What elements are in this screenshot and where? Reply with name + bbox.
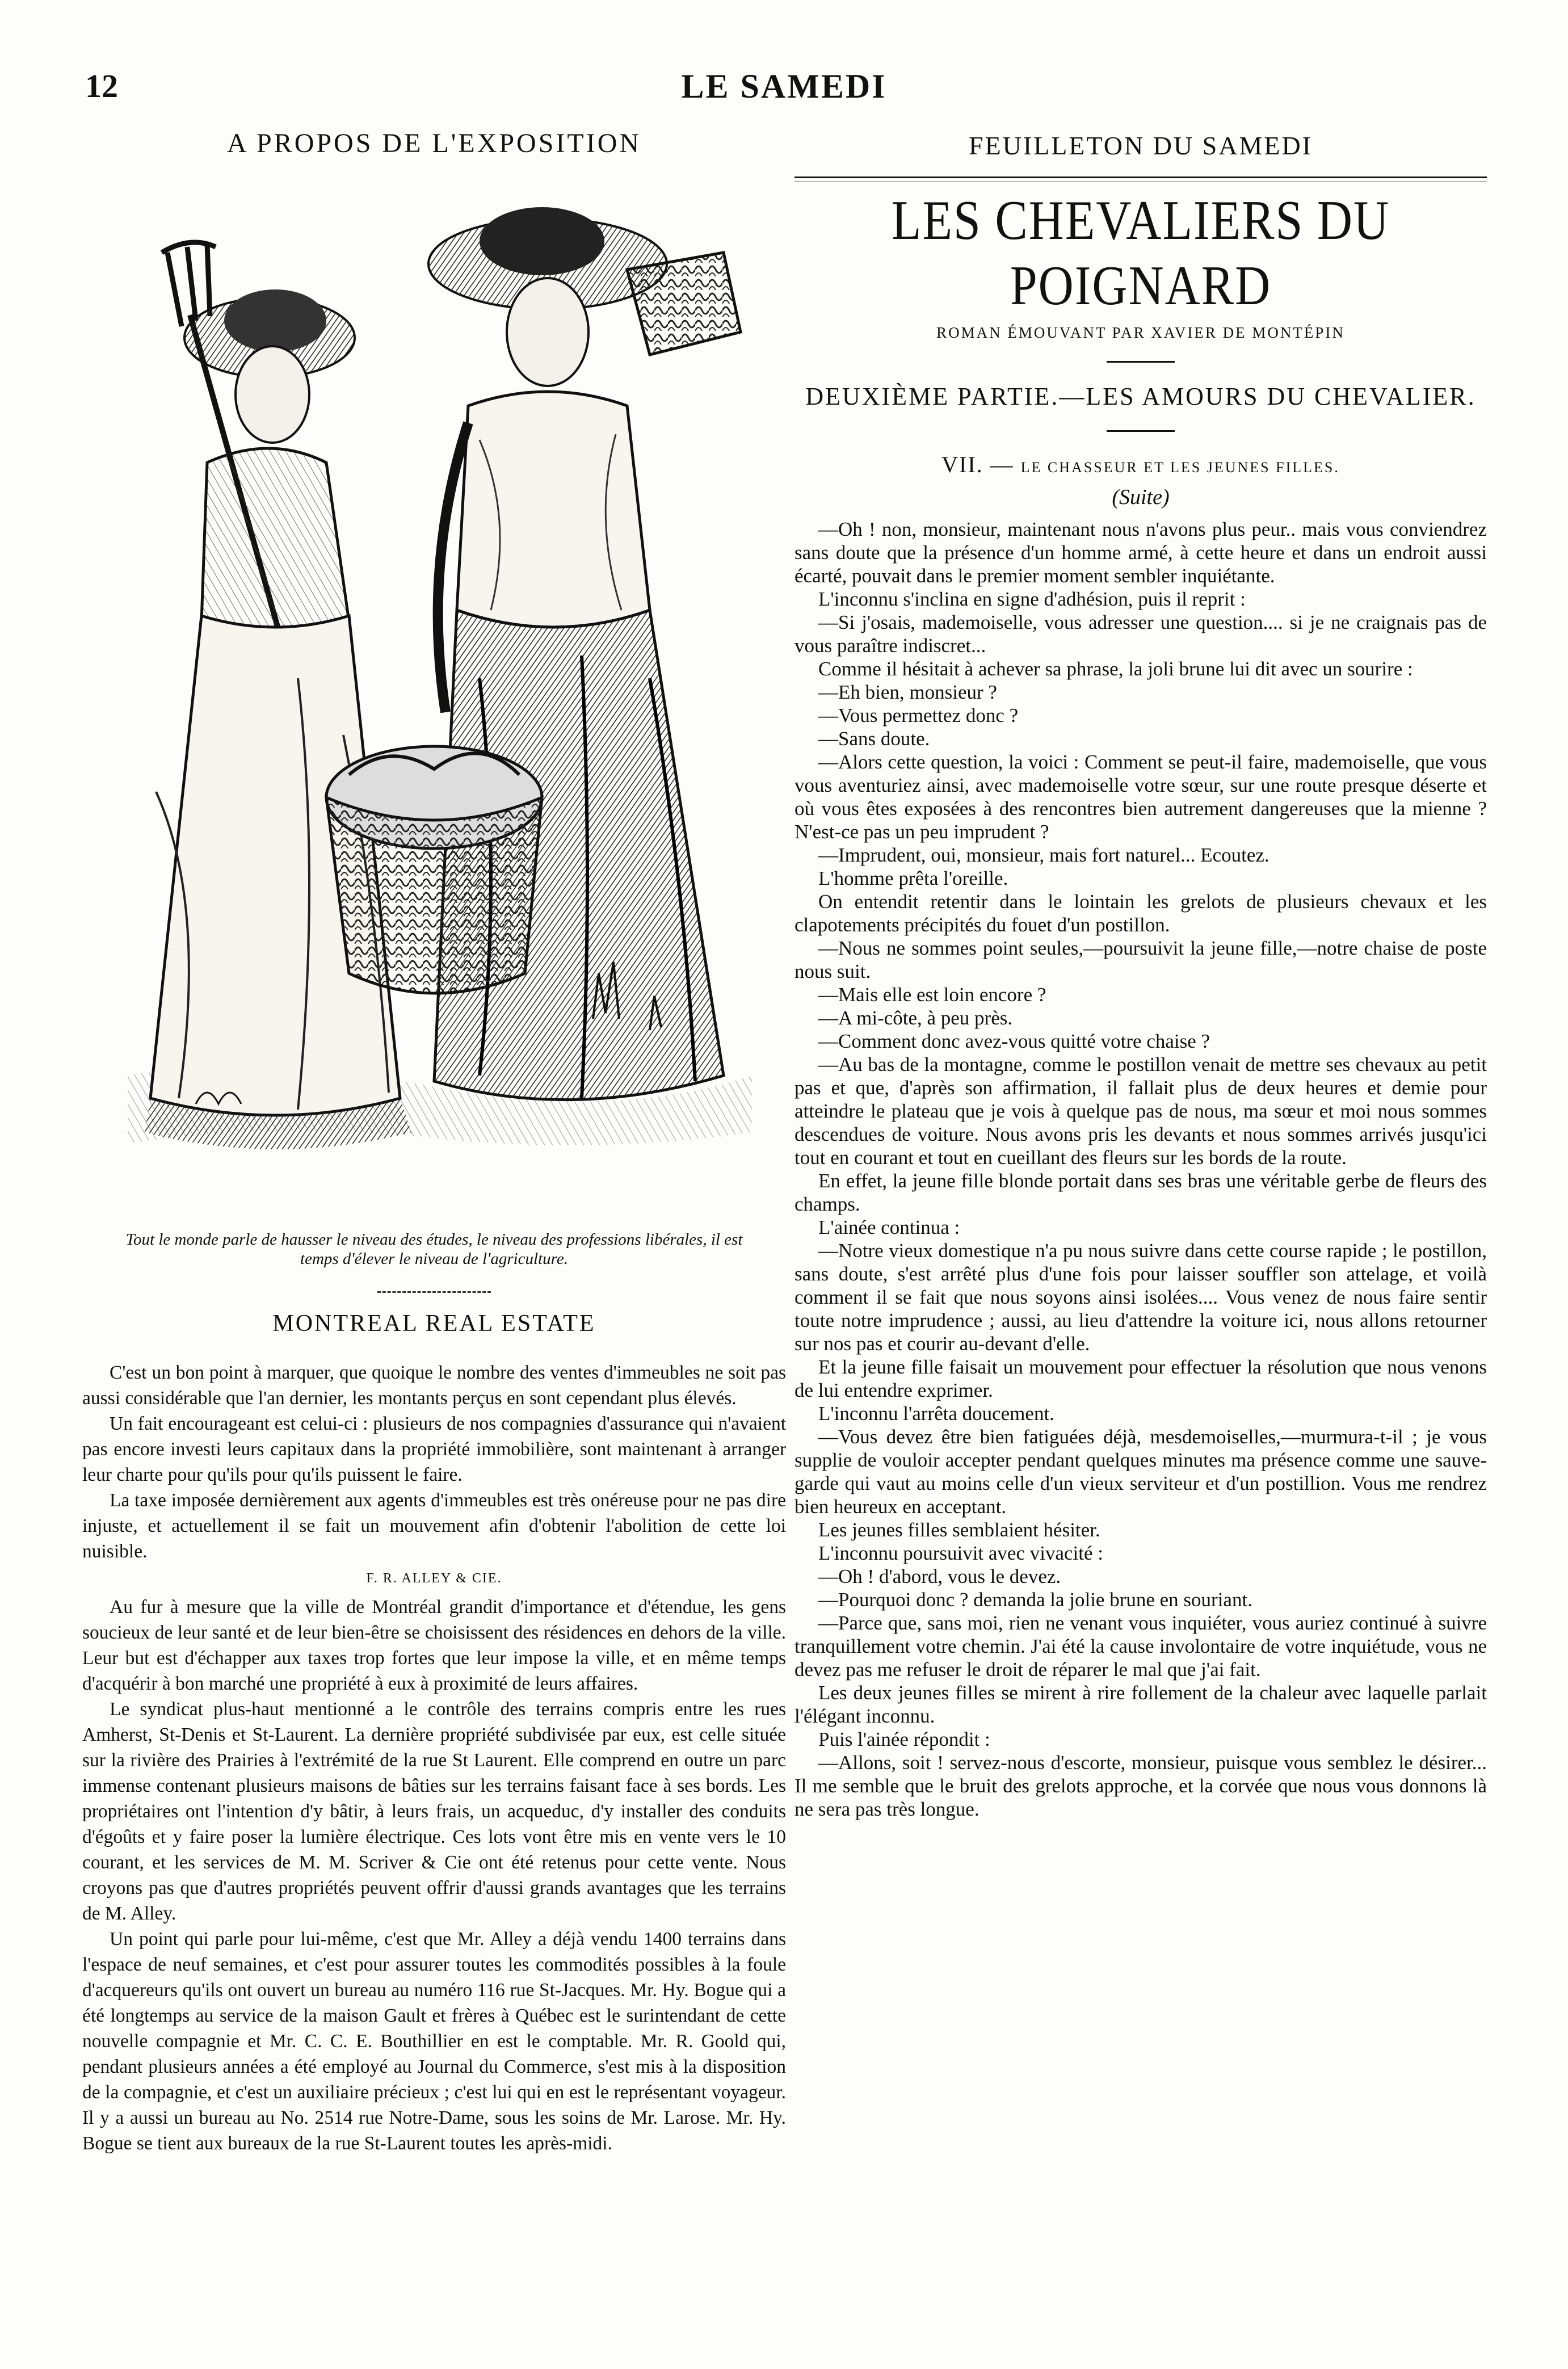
right-column: [794, 131, 1487, 2344]
wicker-basket: [326, 746, 542, 993]
illustration-title: A PROPOS DE L'EXPOSITION: [226, 128, 642, 158]
short-rule: [1107, 361, 1175, 363]
serial-paragraph: —Mais elle est loin encore ?: [818, 984, 1046, 1006]
serial-paragraph: L'ainée continua :: [818, 1216, 960, 1238]
feuilleton-label: FEUILLETON DU SAMEDI: [968, 131, 1313, 160]
serial-paragraph: —Imprudent, oui, monsieur, mais fort naturel... Ecoutez.: [818, 844, 1269, 866]
article-paragraph: Au fur à mesure que la ville de Montréal grandit d'importance et d'étendue, les gens soucieux de leur santé et de leur bien-être se choisissent des résidences en dehors de la ville. Leur but est d'échapper aux taxes trop fortes que leur impose la ville, et en même temps d'acquérir à bon marché une propriété à eux à proximité de leurs affaires.: [82, 1597, 786, 1694]
journal-title: LE SAMEDI: [681, 68, 887, 105]
article-paragraph: Un point qui parle pour lui-même, c'est que Mr. Alley a déjà vendu 1400 terrains dans l'espace de neuf semaines, et c'est pour assurer toutes les commodités possibles à la foule d'acquereurs qu'ils ont ouvert un bureau au numéro 116 rue St-Jacques. Mr. Hy. Bogue qui a été longtemps au service de la maison Gault et frères à Québec est le surintendant de cette nouvelle compagnie et Mr. C. C. E. Bouthillier en est le comptable. Mr. R. Goold qui, pendant plusieurs années a été employé au Journal du Commerce, s'est mis à la disposition de la compagnie, et c'est un auxiliaire précieux ; c'est lui qui en est le représentant voyageur. Il y a aussi un bureau au No. 2514 rue Notre-Dame, sous les soins de Mr. Larose. Mr. Hy. Bogue se tient aux bureaux de la rue St-Laurent toutes les après-midi.: [82, 1929, 786, 2154]
serial-paragraph: —Vous devez être bien fatiguées déjà, mesdemoiselles,—murmura-t-il ; je vous supplie de vouloir accepter pendant quelques minutes ma présence comme une sauve-garde qui vaut au moins celle d'un vieux serviteur et d'un postillion. Vous me rendrez bien heureux en acceptant.: [794, 1426, 1487, 1518]
engraving-image: [82, 167, 786, 1217]
serial-paragraph: —Parce que, sans moi, rien ne venant vous inquiéter, vous auriez continué à suivre tranquillement votre chemin. J'ai été la cause involontaire de votre inquiétude, vous ne devez pas me refuser le droit de réparer le mal que j'ai fait.: [794, 1612, 1487, 1681]
serial-paragraph: L'inconnu s'inclina en signe d'adhésion, puis il reprit :: [818, 588, 1246, 610]
serial-paragraph: —Oh ! non, monsieur, maintenant nous n'avons plus peur.. mais vous conviendrez sans doute que la présence d'un homme armé, à cette heure et dans un endroit aussi écarté, pouvait dans le premier moment sembler inquiétante.: [794, 518, 1487, 587]
serial-paragraph: —Nous ne sommes point seules,—poursuivit la jeune fille,—notre chaise de poste nous suit.: [794, 937, 1487, 982]
page-number: 12: [85, 68, 118, 104]
serial-paragraph: Puis l'ainée répondit :: [818, 1728, 990, 1750]
serial-paragraph: —Si j'osais, mademoiselle, vous adresser une question.... si je ne craignais pas de vous paraître indiscret...: [794, 611, 1487, 657]
suite-label: (Suite): [1112, 485, 1170, 509]
real-estate-article: [82, 1360, 786, 2156]
serial-paragraph: —Vous permettez donc ?: [818, 704, 1019, 726]
serial-title: LES CHEVALIERS DU POIGNARD: [891, 188, 1390, 317]
illustration-caption: Tout le monde parle de hausser le niveau des études, le niveau des professions libérales, il est temps d'élever le niveau de l'agriculture.: [125, 1230, 743, 1268]
double-rule: [794, 177, 1487, 182]
serial-paragraph: En effet, la jeune fille blonde portait dans ses bras une véritable gerbe de fleurs des champs.: [794, 1170, 1487, 1215]
article-signature: F. R. ALLEY & CIE.: [366, 1571, 502, 1586]
serial-paragraph: —Allons, soit ! servez-nous d'escorte, monsieur, puisque vous semblez le désirer... Il me semble que le bruit des grelots approche, et la corvée que nous vous donnons là ne sera pas très longue.: [794, 1751, 1487, 1820]
serial-paragraph: —Sans doute.: [818, 728, 930, 750]
serial-paragraph: —Pourquoi donc ? demanda la jolie brune en souriant.: [818, 1589, 1252, 1611]
serial-paragraph: L'homme prêta l'oreille.: [818, 867, 1008, 889]
illustration-two-farm-women: [82, 167, 786, 1217]
serial-subtitle: ROMAN ÉMOUVANT PAR XAVIER DE MONTÉPIN: [936, 324, 1345, 341]
short-rule: [1107, 430, 1175, 432]
serial-paragraph: —Alors cette question, la voici : Comment se peut-il faire, mademoiselle, que vous vous aventuriez ainsi, avec mademoiselle votre sœur, sur une route presque déserte et où vous êtes exposées à des rencontres bien autrement dangereuses que la mienne ? N'est-ce pas un peu imprudent ?: [794, 751, 1487, 843]
article-title: MONTREAL REAL ESTATE: [272, 1310, 596, 1337]
serial-paragraph: —A mi-côte, à peu près.: [818, 1007, 1013, 1029]
article-paragraph: C'est un bon point à marquer, que quoique le nombre des ventes d'immeubles ne soit pas aussi considérable que l'an dernier, les montants perçus en sont cependant plus élevés.: [82, 1362, 786, 1409]
serial-paragraph: Comme il hésitait à achever sa phrase, la joli brune lui dit avec un sourire :: [818, 658, 1413, 680]
serial-paragraph: L'inconnu poursuivit avec vivacité :: [818, 1542, 1103, 1564]
serial-paragraph: —Notre vieux domestique n'a pu nous suivre dans cette course rapide ; le postillon, sans doute, s'est arrêté plus d'une fois pour laisser souffler son attelage, et voilà comment il se fait que nous soyons ainsi isolées.... Vous venez de nous faire sentir toute notre imprudence ; aussi, au lieu d'attendre la voiture ici, nous allons retourner sur nos pas et courir au-devant d'elle.: [794, 1240, 1487, 1355]
serial-paragraph: —Au bas de la montagne, comme le postillon venait de mettre ses chevaux au petit pas et que, d'après son affirmation, il fallait plus de deux heures et demie pour atteindre le plateau que je vois à quelque pas de nous, ma sœur et moi nous sommes descendues de voiture. Nous avons pris les devants et nous sommes arrivés jusqu'ici tout en courant et tout en cueillant des fleurs sur les bords de la route.: [794, 1053, 1487, 1169]
page-header: [85, 67, 1483, 112]
left-column: [82, 128, 786, 2353]
serial-paragraph: Et la jeune fille faisait un mouvement pour effectuer la résolution que nous venons de lui entendre exprimer.: [794, 1356, 1487, 1401]
serial-paragraph: —Comment donc avez-vous quitté votre chaise ?: [818, 1030, 1210, 1052]
article-paragraph: La taxe imposée dernièrement aux agents d'immeubles est très onéreuse pour ne pas dire injuste, et actuellement il se fait un mouvement afin d'obtenir l'abolition de cette loi nuisible.: [82, 1490, 786, 1562]
serial-paragraph: Les jeunes filles semblaient hésiter.: [818, 1519, 1100, 1541]
serial-paragraph: L'inconnu l'arrêta doucement.: [818, 1402, 1054, 1425]
section-divider: [377, 1291, 491, 1293]
chapter-title: [794, 451, 1487, 478]
chapter-name: LE CHASSEUR ET LES JEUNES FILLES.: [1020, 459, 1340, 476]
article-paragraph: Un fait encourageant est celui-ci : plusieurs de nos compagnies d'assurance qui n'avaient pas encore investi leurs capitaux dans la propriété immobilière, sont maintenant à arranger leur charte pour qu'ils pour qu'ils puissent le faire.: [82, 1413, 786, 1485]
part-title: DEUXIÈME PARTIE.—LES AMOURS DU CHEVALIER.: [805, 383, 1476, 410]
serial-text: [794, 518, 1487, 1821]
chapter-number: VII. —: [941, 452, 1014, 477]
serial-paragraph: Les deux jeunes filles se mirent à rire follement de la chaleur avec laquelle parlait l'élégant inconnu.: [794, 1682, 1487, 1727]
left-woman-figure: [145, 242, 411, 1149]
serial-paragraph: On entendit retentir dans le lointain les grelots de plusieurs chevaux et les clapotements précipités du fouet d'un postillon.: [794, 891, 1487, 936]
serial-paragraph: —Oh ! d'abord, vous le devez.: [818, 1565, 1061, 1587]
article-paragraph: Le syndicat plus-haut mentionné a le contrôle des terrains compris entre les rues Amherst, St-Denis et St-Laurent. La dernière propriété subdivisée par eux, est celle située sur la rivière des Prairies à l'extrémité de la rue St Laurent. Elle comprend en outre un parc immense contenant plusieurs maisons de bâties sur les terrains faisant face à ses bords. Les propriétaires ont l'intention d'y bâtir, à leurs frais, un acqueduc, d'y installer des conduits d'égoûts et y faire poser la lumière électrique. Ces lots vont être mis en vente vers le 10 courant, et les services de M. M. Scriver & Cie ont été retenus pour cette vente. Nous croyons pas que d'autres propriétés peuvent offrir d'aussi grands avantages que les terrains de M. Alley.: [82, 1699, 786, 1924]
serial-paragraph: —Eh bien, monsieur ?: [818, 681, 997, 703]
